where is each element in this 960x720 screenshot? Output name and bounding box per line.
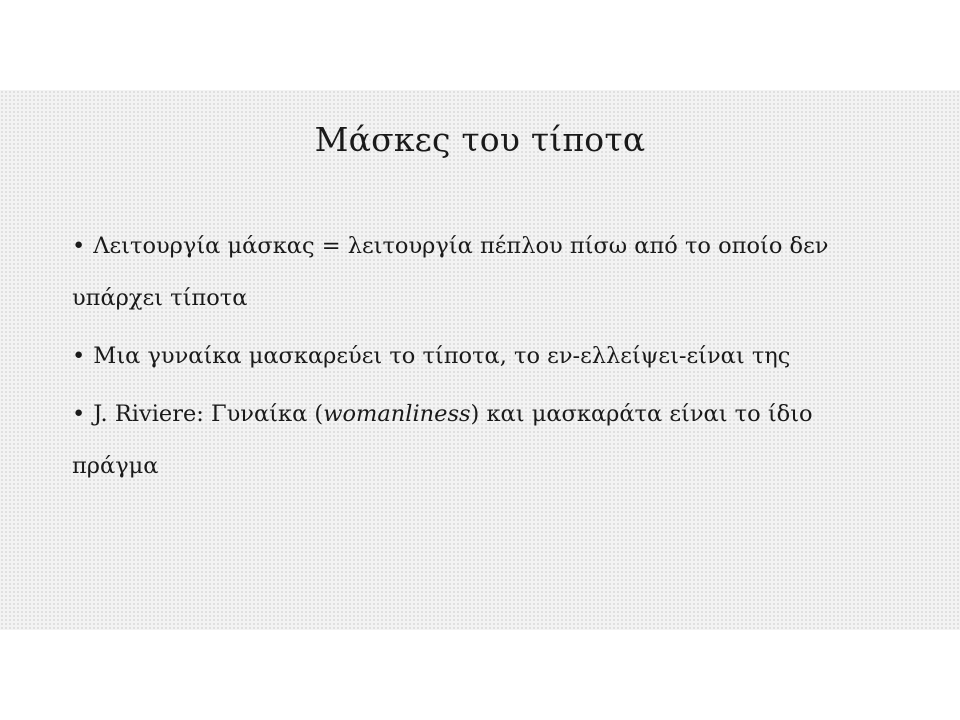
bullet-text: Λειτουργία μάσκας = λειτουργία πέπλου πίσω από το οποίο δεν υπάρχει τίποτα xyxy=(72,233,829,311)
bullet-list xyxy=(72,220,902,498)
bullet-text-before: J. Riviere: Γυναίκα ( xyxy=(93,401,324,427)
bullet-item xyxy=(72,388,902,492)
slide xyxy=(0,90,960,630)
slide-title: Μάσκες του τίποτα xyxy=(314,120,646,159)
bullet-marker: • xyxy=(72,401,86,427)
bullet-text-italic: womanliness xyxy=(323,401,471,427)
bullet-text-after: ) και μασκαράτα είναι το ίδιο πράγμα xyxy=(72,401,813,479)
bullet-text: Μια γυναίκα μασκαρεύει το τίποτα, το εν-ελλείψει-είναι της xyxy=(93,343,791,369)
bullet-marker: • xyxy=(72,343,86,369)
bullet-marker: • xyxy=(72,233,86,259)
bullet-item xyxy=(72,220,902,324)
bullet-item xyxy=(72,330,902,382)
